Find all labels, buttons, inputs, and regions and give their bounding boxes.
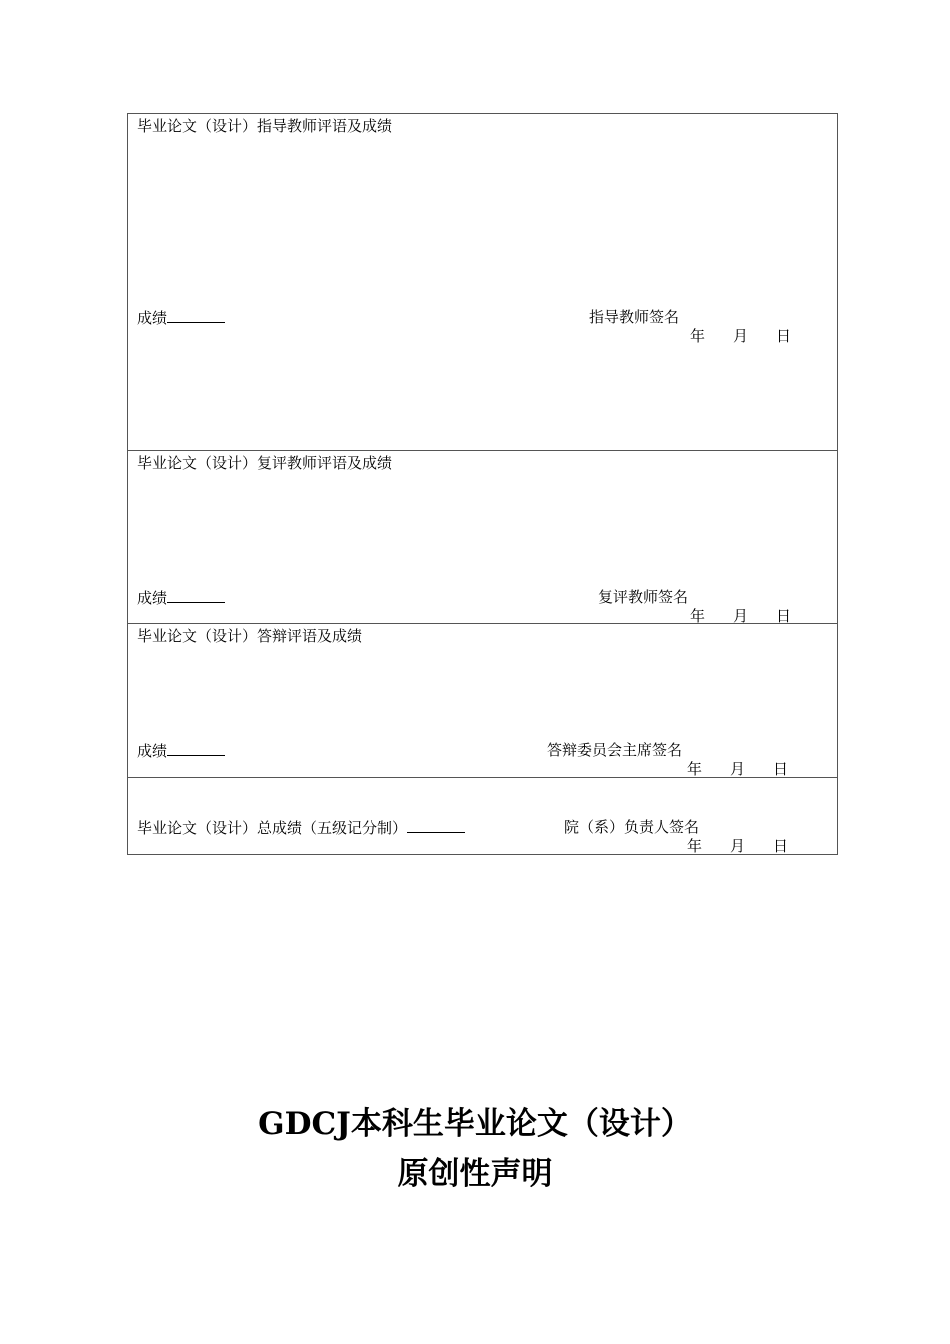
reviewer-evaluation-heading: 毕业论文（设计）复评教师评语及成绩 <box>137 454 393 472</box>
reviewer-date-month: 月 <box>733 607 749 625</box>
defense-grade-blank[interactable] <box>167 741 225 756</box>
defense-grade-field <box>137 741 225 760</box>
total-grade-section <box>128 777 837 854</box>
declaration-subtitle: 原创性声明 <box>397 1156 553 1192</box>
advisor-grade-label: 成绩 <box>137 309 168 327</box>
advisor-grade-blank[interactable] <box>167 308 225 323</box>
advisor-date-year: 年 <box>690 327 706 345</box>
reviewer-date-year: 年 <box>690 607 706 625</box>
advisor-date-line <box>690 327 791 345</box>
total-date-month: 月 <box>730 837 746 855</box>
total-grade-label: 毕业论文（设计）总成绩（五级记分制） <box>137 819 408 837</box>
total-grade-blank[interactable] <box>407 818 465 833</box>
total-date-year: 年 <box>687 837 703 855</box>
defense-grade-label: 成绩 <box>137 742 168 760</box>
department-head-signature-label: 院（系）负责人签名 <box>564 818 700 836</box>
advisor-evaluation-heading: 毕业论文（设计）指导教师评语及成绩 <box>137 117 393 135</box>
advisor-date-month: 月 <box>733 327 749 345</box>
reviewer-date-day: 日 <box>776 607 792 625</box>
defense-date-day: 日 <box>773 760 789 778</box>
total-date-day: 日 <box>773 837 789 855</box>
defense-evaluation-heading: 毕业论文（设计）答辩评语及成绩 <box>137 627 363 645</box>
advisor-grade-field <box>137 308 225 327</box>
defense-date-line <box>687 760 788 778</box>
advisor-signature-label: 指导教师签名 <box>589 308 680 326</box>
evaluation-form-table <box>127 113 838 855</box>
defense-evaluation-section <box>128 623 837 777</box>
advisor-date-day: 日 <box>776 327 792 345</box>
reviewer-signature-label: 复评教师签名 <box>598 588 689 606</box>
advisor-evaluation-section <box>128 114 837 450</box>
defense-date-month: 月 <box>730 760 746 778</box>
reviewer-grade-blank[interactable] <box>167 588 225 603</box>
declaration-title: GDCJ本科生毕业论文（设计） <box>258 1106 692 1142</box>
total-date-line <box>687 837 788 855</box>
reviewer-evaluation-section <box>128 450 837 623</box>
defense-date-year: 年 <box>687 760 703 778</box>
reviewer-grade-label: 成绩 <box>137 589 168 607</box>
reviewer-grade-field <box>137 588 225 607</box>
defense-chair-signature-label: 答辩委员会主席签名 <box>547 741 683 759</box>
total-grade-field <box>137 818 465 837</box>
